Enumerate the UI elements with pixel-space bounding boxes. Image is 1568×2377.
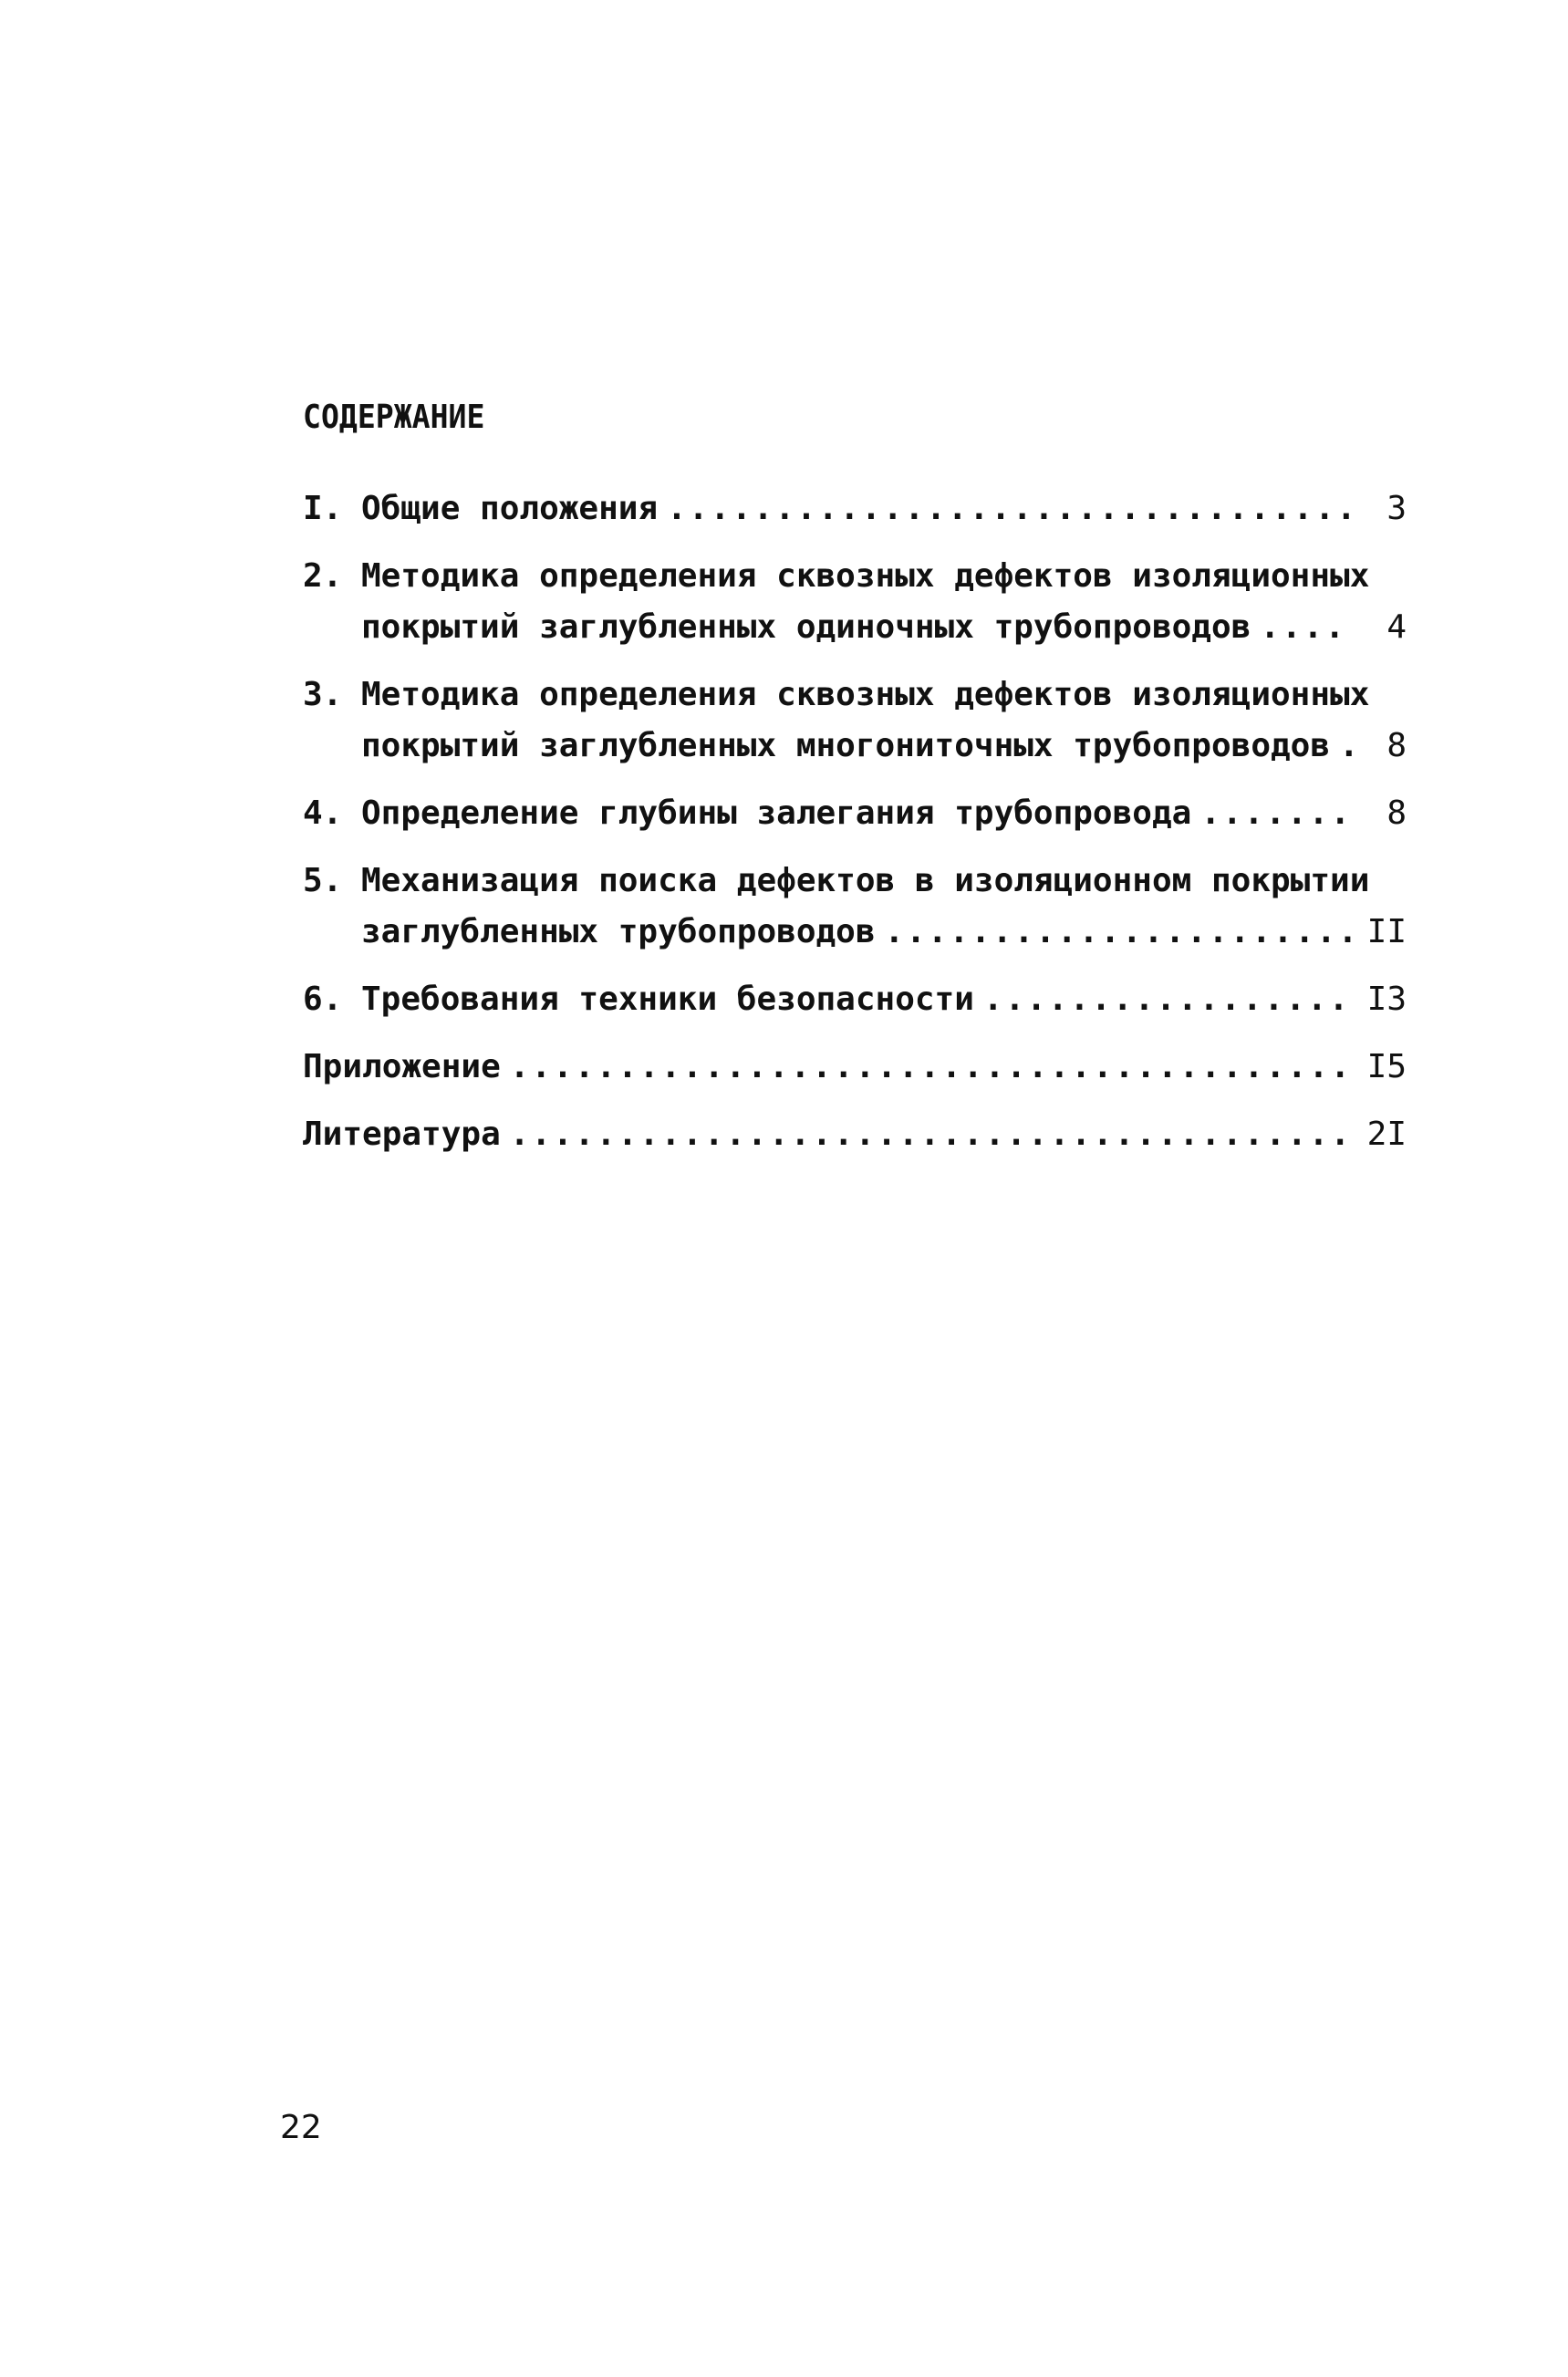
toc-entry-number: 5. — [303, 862, 343, 899]
dot-leader — [510, 1042, 1352, 1093]
dot-leader — [510, 1109, 1352, 1160]
toc-entry-6 — [303, 974, 1407, 1025]
toc-entry-page: 2I — [1366, 1116, 1407, 1153]
toc-entry-5 — [303, 856, 1407, 958]
toc-entry-title: Приложение — [303, 1048, 501, 1085]
toc-entry-title-continued: заглубленных трубопроводов — [361, 913, 876, 950]
toc-entry-number: 2. — [303, 557, 343, 595]
toc-entry-title: Методика определения сквозных дефектов изоляционных — [361, 557, 1370, 595]
toc-entry-page: II — [1366, 913, 1407, 950]
toc-entry-page: 4 — [1386, 608, 1407, 646]
toc-entry-page: 3 — [1386, 490, 1407, 527]
toc-entry-number: 4. — [303, 794, 343, 832]
toc-entry-literature — [303, 1109, 1407, 1160]
toc-entry-page: 8 — [1386, 727, 1407, 764]
toc-entry-title: Литература — [303, 1116, 501, 1153]
toc-entry-title: Требования техники безопасности — [361, 981, 974, 1018]
toc-entry-3 — [303, 670, 1407, 772]
dot-leader — [667, 483, 1352, 535]
toc-entry-2 — [303, 551, 1407, 653]
toc-entry-number: I. — [303, 490, 343, 527]
toc-entry-number: 3. — [303, 676, 343, 713]
dot-leader — [983, 974, 1352, 1025]
toc-entry-appendix — [303, 1042, 1407, 1093]
dot-leader — [885, 907, 1352, 958]
page-title: СОДЕРЖАНИЕ — [303, 399, 485, 436]
toc-entry-title: Общие положения — [361, 490, 659, 527]
toc-entry-number: 6. — [303, 981, 343, 1018]
toc-entry-page: I3 — [1366, 981, 1407, 1018]
dot-leader — [1200, 788, 1352, 839]
toc-entry-4 — [303, 788, 1407, 839]
dot-leader — [1339, 721, 1352, 772]
page-number: 22 — [280, 2109, 322, 2146]
toc-entry-title: Механизация поиска дефектов в изоляционном покрытии — [361, 862, 1370, 899]
toc-entry-title-continued: покрытий заглубленных одиночных трубопроводов — [361, 608, 1251, 646]
toc-entry-title-continued: покрытий заглубленных многониточных трубопроводов — [361, 727, 1331, 764]
toc-entry-title: Определение глубины залегания трубопровода — [361, 794, 1192, 832]
table-of-contents — [303, 483, 1407, 1177]
toc-entry-page: 8 — [1386, 794, 1407, 832]
toc-entry-1 — [303, 483, 1407, 535]
dot-leader — [1260, 602, 1352, 653]
toc-entry-title: Методика определения сквозных дефектов изоляционных — [361, 676, 1370, 713]
toc-entry-page: I5 — [1366, 1048, 1407, 1085]
